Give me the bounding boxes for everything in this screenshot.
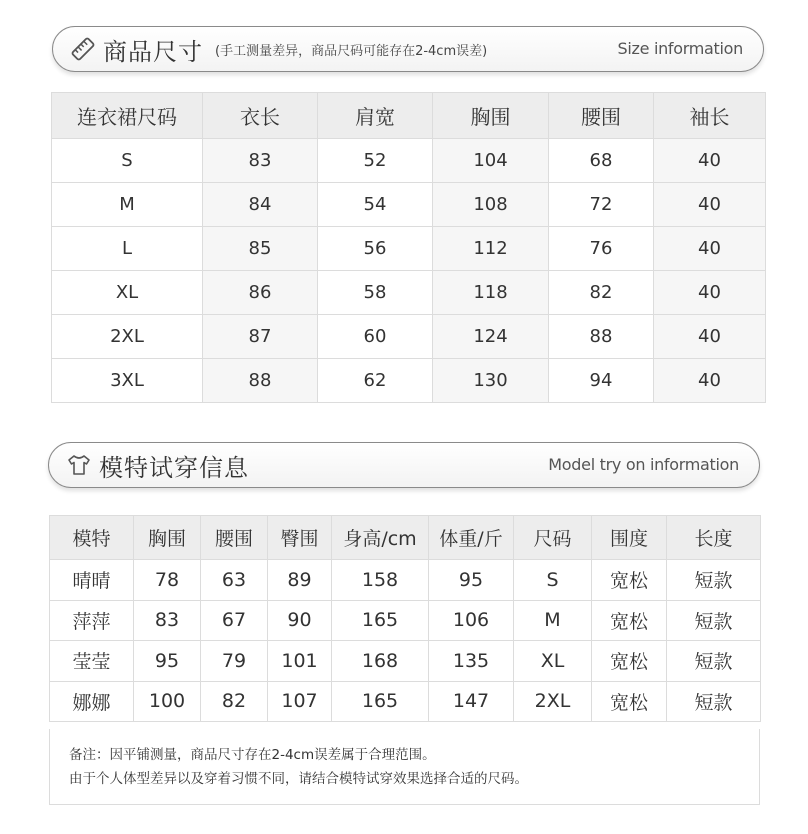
cell-bust: 118 [433,271,549,315]
table-row [50,641,761,682]
cell-model: 晴晴 [50,560,134,601]
cell-model: 娜娜 [50,681,134,722]
cell-sleeve: 40 [654,271,766,315]
cell-length: 86 [203,271,318,315]
header-height: 身高/cm [332,516,429,560]
header-bust: 胸围 [134,516,201,560]
cell-shoulder: 62 [318,359,433,403]
cell-length: 85 [203,227,318,271]
cell-shoulder: 54 [318,183,433,227]
cell-sleeve: 40 [654,139,766,183]
remark-line-1: 备注：因平铺测量，商品尺寸存在2-4cm误差属于合理范围。 [69,747,436,763]
cell-bust: 130 [433,359,549,403]
cell-waist: 68 [549,139,654,183]
cell-hip: 89 [268,560,332,601]
size-table-header-row [52,93,766,139]
remark-line-2: 由于个人体型差异以及穿着习惯不同，请结合模特试穿效果选择合适的尺码。 [69,771,528,787]
cell-waist: 67 [201,600,268,641]
model-section-title-en: Model try on information [548,455,739,474]
cell-size: 3XL [52,359,203,403]
cell-length: 87 [203,315,318,359]
cell-height: 165 [332,681,429,722]
cell-sleeve: 40 [654,227,766,271]
table-row [52,139,766,183]
header-size: 尺码 [514,516,592,560]
table-row [50,600,761,641]
size-section-header [52,26,764,72]
cell-sleeve: 40 [654,315,766,359]
cell-model: 莹莹 [50,641,134,682]
table-row [52,271,766,315]
cell-waist: 94 [549,359,654,403]
size-table [51,92,766,403]
cell-size: 2XL [52,315,203,359]
cell-height: 168 [332,641,429,682]
cell-waist: 79 [201,641,268,682]
cell-length: 88 [203,359,318,403]
cell-length: 短款 [667,641,761,682]
cell-length: 短款 [667,600,761,641]
remark-box [49,729,760,805]
size-section-note: (手工测量差异，商品尺码可能存在2-4cm误差) [215,43,488,59]
header-weight: 体重/斤 [429,516,514,560]
cell-length: 84 [203,183,318,227]
cell-waist: 63 [201,560,268,601]
table-row [52,227,766,271]
cell-fit: 宽松 [592,641,667,682]
cell-hip: 90 [268,600,332,641]
cell-waist: 82 [201,681,268,722]
cell-bust: 83 [134,600,201,641]
cell-bust: 100 [134,681,201,722]
cell-weight: 95 [429,560,514,601]
cell-size: 2XL [514,681,592,722]
header-bust: 胸围 [433,93,549,139]
cell-length: 83 [203,139,318,183]
cell-sleeve: 40 [654,183,766,227]
size-section-title: 商品尺寸 [103,37,203,66]
cell-hip: 107 [268,681,332,722]
table-row [52,359,766,403]
cell-weight: 147 [429,681,514,722]
model-table [49,515,761,722]
header-length: 长度 [667,516,761,560]
model-section-title: 模特试穿信息 [99,453,249,482]
header-length: 衣长 [203,93,318,139]
cell-height: 158 [332,560,429,601]
size-section-title-en: Size information [617,39,743,58]
cell-waist: 88 [549,315,654,359]
cell-shoulder: 56 [318,227,433,271]
cell-size: L [52,227,203,271]
header-waist: 腰围 [549,93,654,139]
cell-shoulder: 52 [318,139,433,183]
cell-bust: 124 [433,315,549,359]
model-table-header-row [50,516,761,560]
cell-model: 萍萍 [50,600,134,641]
cell-bust: 78 [134,560,201,601]
cell-fit: 宽松 [592,681,667,722]
cell-waist: 72 [549,183,654,227]
header-waist: 腰围 [201,516,268,560]
cell-length: 短款 [667,681,761,722]
header-fit: 围度 [592,516,667,560]
shirt-icon [63,449,95,481]
cell-bust: 108 [433,183,549,227]
table-row [52,183,766,227]
cell-size: M [52,183,203,227]
cell-waist: 76 [549,227,654,271]
cell-shoulder: 58 [318,271,433,315]
ruler-icon [67,33,99,65]
cell-bust: 104 [433,139,549,183]
cell-length: 短款 [667,560,761,601]
cell-waist: 82 [549,271,654,315]
cell-sleeve: 40 [654,359,766,403]
table-row [52,315,766,359]
table-row [50,681,761,722]
header-hip: 臀围 [268,516,332,560]
cell-bust: 95 [134,641,201,682]
cell-bust: 112 [433,227,549,271]
cell-weight: 135 [429,641,514,682]
header-size: 连衣裙尺码 [52,93,203,139]
cell-fit: 宽松 [592,560,667,601]
header-shoulder: 肩宽 [318,93,433,139]
cell-size: XL [52,271,203,315]
cell-size: XL [514,641,592,682]
cell-height: 165 [332,600,429,641]
cell-size: S [52,139,203,183]
table-row [50,560,761,601]
cell-size: S [514,560,592,601]
cell-size: M [514,600,592,641]
cell-weight: 106 [429,600,514,641]
model-section-header [48,442,760,488]
cell-shoulder: 60 [318,315,433,359]
cell-fit: 宽松 [592,600,667,641]
cell-hip: 101 [268,641,332,682]
header-model: 模特 [50,516,134,560]
header-sleeve: 袖长 [654,93,766,139]
